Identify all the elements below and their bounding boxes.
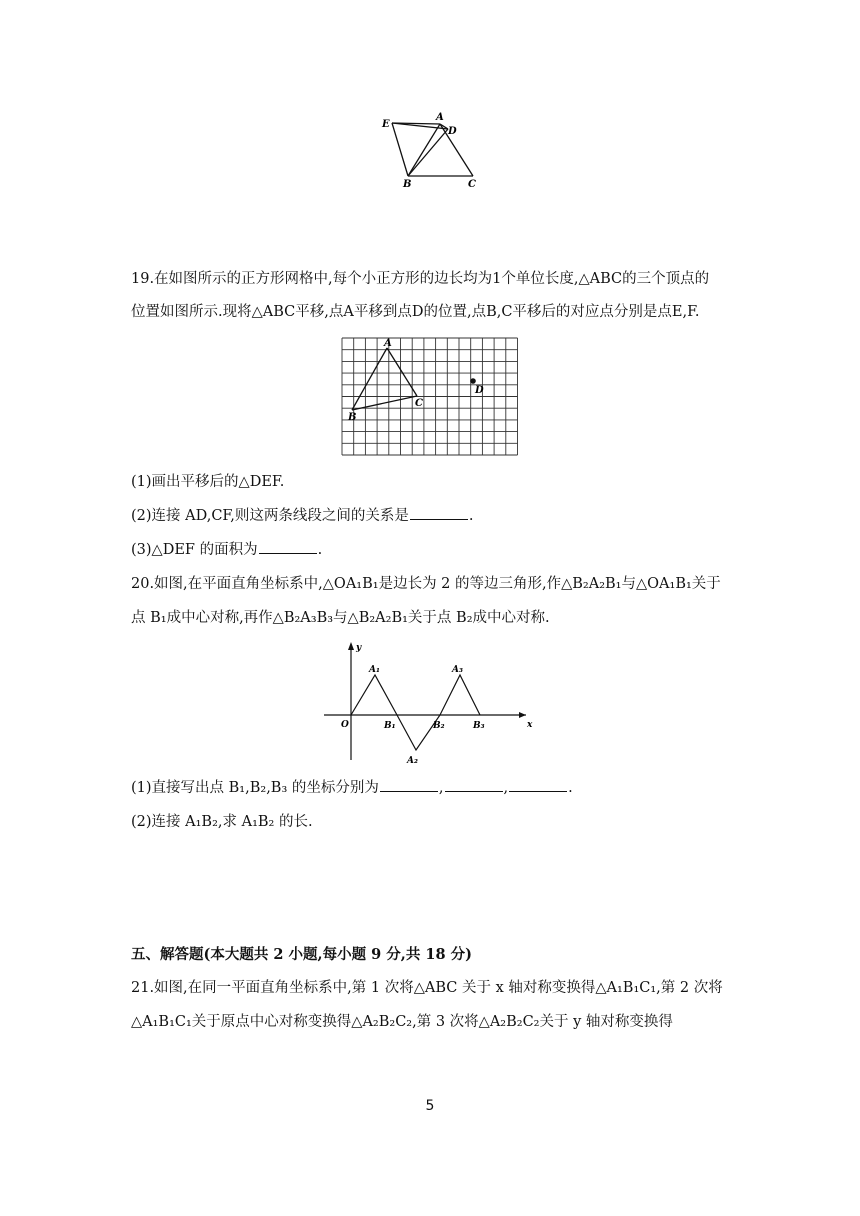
figure-quadrilateral <box>370 105 490 190</box>
q20-stem-line2: 点 B₁成中心对称,再作△B₂A₃B₃与△B₂A₂B₁关于点 B₂成中心对称. <box>131 610 550 626</box>
point-label-B1: B₁ <box>384 721 396 731</box>
point-D <box>470 378 476 384</box>
axis-label-x: x <box>527 720 533 730</box>
point-label-B2: B₂ <box>433 721 445 731</box>
label-D: D <box>448 126 457 137</box>
q20-sep2: , <box>503 780 509 796</box>
q19-part3-end: . <box>317 542 323 558</box>
q19-part3-text: (3)△DEF 的面积为 <box>131 542 258 558</box>
q20-sep1: , <box>438 780 444 796</box>
q20-part2: (2)连接 A₁B₂,求 A₁B₂ 的长. <box>131 814 313 830</box>
answer-blank <box>380 779 438 792</box>
q19-part2 <box>131 506 473 526</box>
q19-part2-text: (2)连接 AD,CF,则这两条线段之间的关系是 <box>131 508 409 524</box>
q20-part1-end: . <box>568 780 573 796</box>
answer-blank <box>509 779 567 792</box>
section-heading: 五、解答题(本大题共 2 小题,每小题 9 分,共 18 分) <box>131 946 472 963</box>
answer-blank <box>410 507 468 520</box>
q20-part1-text: (1)直接写出点 B₁,B₂,B₃ 的坐标分别为 <box>131 780 379 796</box>
q19-stem-line2: 位置如图所示.现将△ABC平移,点A平移到点D的位置,点B,C平移后的对应点分别是点E,F. <box>131 304 700 320</box>
label-E: E <box>382 119 390 130</box>
grid-label-C: C <box>415 398 423 409</box>
point-label-A1: A₁ <box>369 665 380 675</box>
answer-blank <box>259 541 317 554</box>
label-A: A <box>436 112 444 123</box>
q20-stem-line1: 20.如图,在平面直角坐标系中,△OA₁B₁是边长为 2 的等边三角形,作△B₂A₂B₁与△OA₁B₁关于 <box>131 576 721 592</box>
page-number: 5 <box>425 1098 435 1114</box>
figure-coordinate-zigzag <box>320 638 540 768</box>
grid-label-A: A <box>384 338 392 349</box>
figure-square-grid <box>340 336 520 456</box>
answer-blank <box>445 779 503 792</box>
label-C: C <box>468 179 476 190</box>
origin-label: O <box>341 720 349 730</box>
q20-part1 <box>131 778 573 798</box>
point-label-A3: A₃ <box>452 665 463 675</box>
q21-stem-line2: △A₁B₁C₁关于原点中心对称变换得△A₂B₂C₂,第 3 次将△A₂B₂C₂关于 y 轴对称变换得 <box>131 1014 673 1030</box>
grid-label-D: D <box>475 385 484 396</box>
point-label-A2: A₂ <box>407 756 418 766</box>
q19-part3 <box>131 540 322 560</box>
q19-stem-line1: 19.在如图所示的正方形网格中,每个小正方形的边长均为1个单位长度,△ABC的三个顶点的 <box>131 271 710 287</box>
q19-part2-end: . <box>468 508 474 524</box>
q21-stem-line1: 21.如图,在同一平面直角坐标系中,第 1 次将△ABC 关于 x 轴对称变换得△A₁B₁C₁,第 2 次将 <box>131 980 723 996</box>
grid-label-B: B <box>348 412 357 423</box>
q19-part1: (1)画出平移后的△DEF. <box>131 474 285 490</box>
axis-label-y: y <box>356 643 362 653</box>
point-label-B3: B₃ <box>473 721 485 731</box>
label-B: B <box>403 179 412 190</box>
